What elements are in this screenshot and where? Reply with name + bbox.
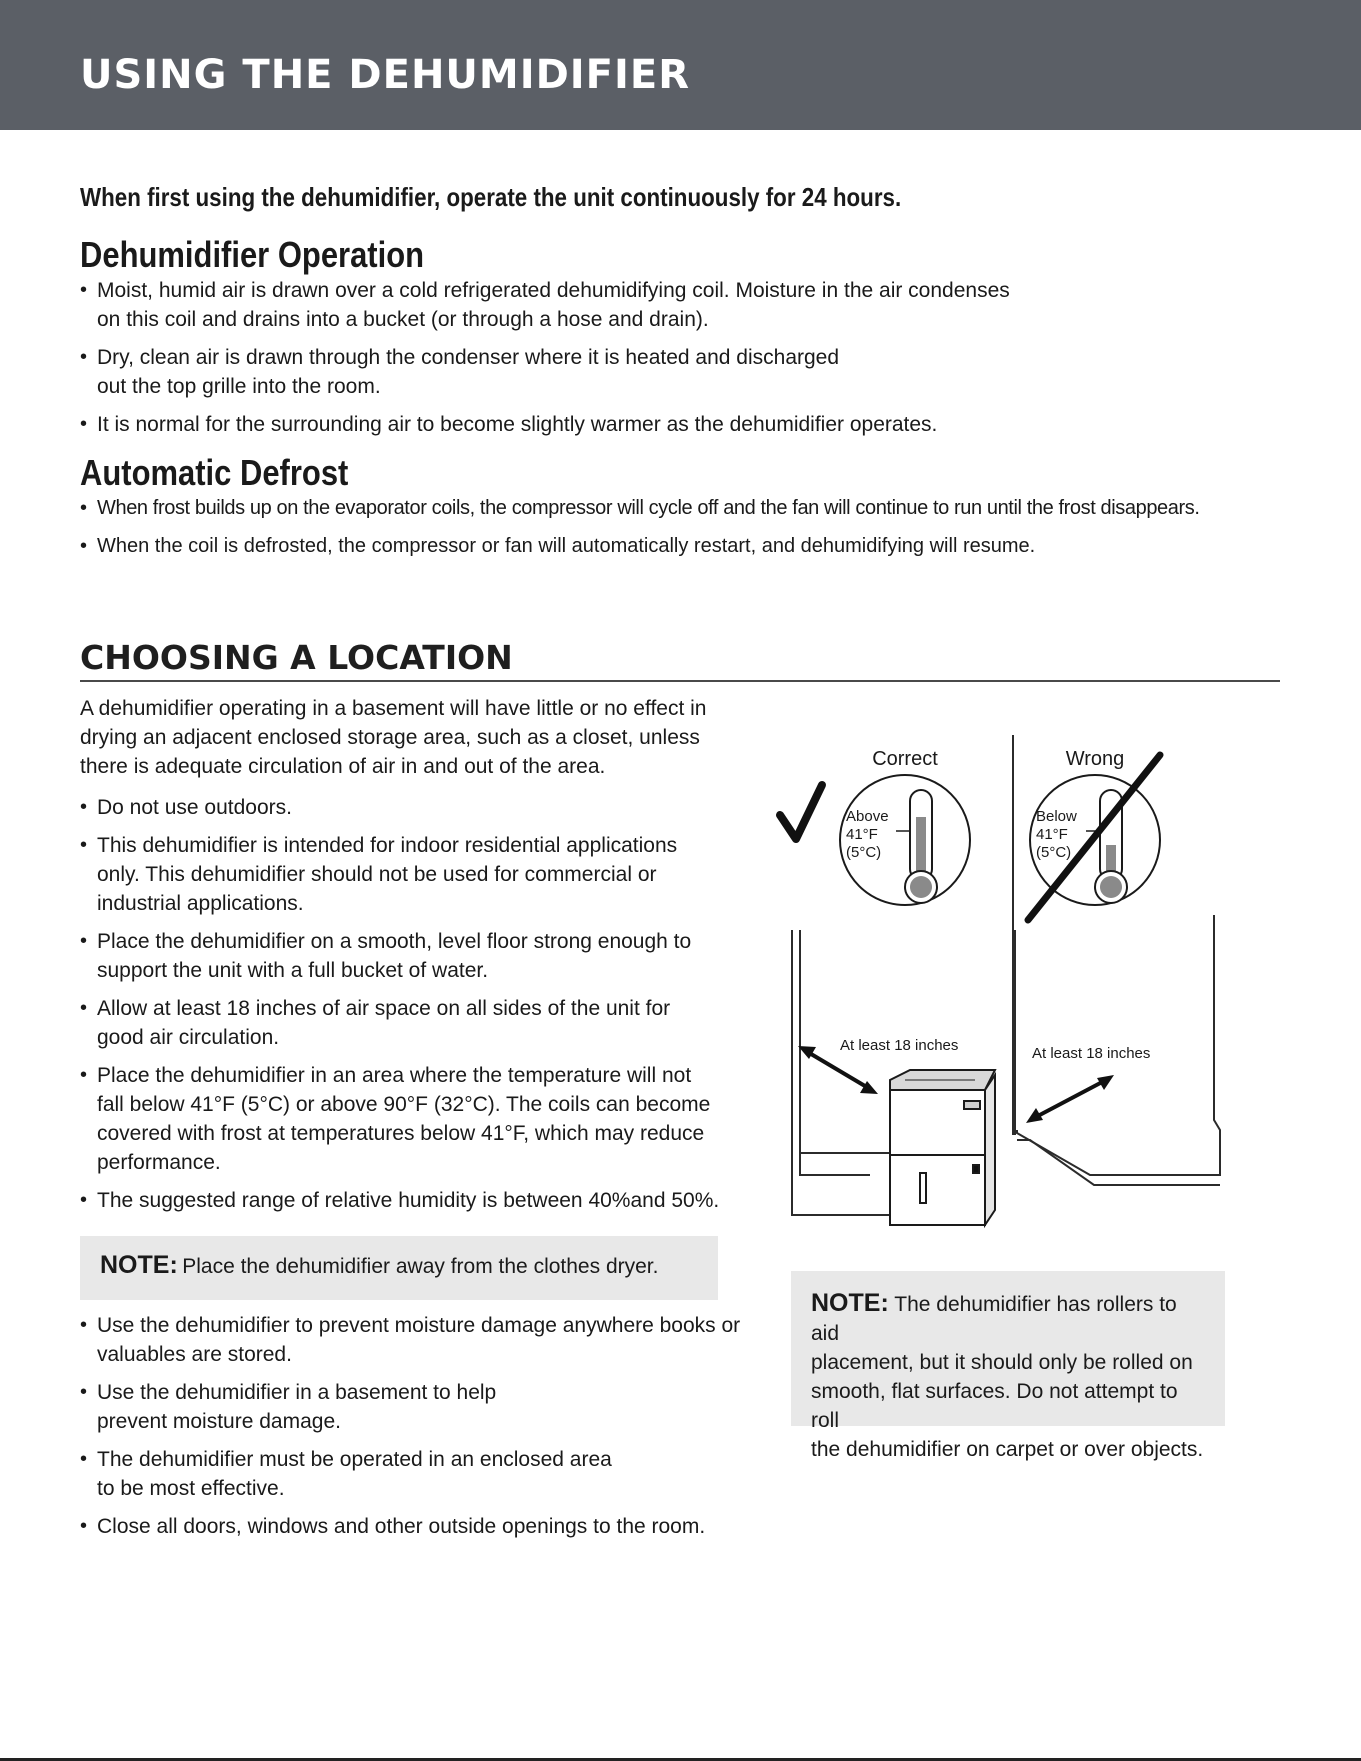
list-item-line: fall below 41°F (5°C) or above 90°F (32°C). The coils can become [97, 1093, 711, 1116]
list-item [80, 927, 760, 985]
dehumidifier-unit-icon [890, 1070, 995, 1225]
list-item-line: only. This dehumidifier should not be used for commercial or [97, 863, 657, 886]
wrong-temp-line: Below [1036, 808, 1077, 825]
location-list [80, 793, 760, 1224]
thermometer-icon [905, 790, 937, 903]
wrong-label: Wrong [1065, 748, 1125, 770]
list-item [80, 994, 760, 1052]
list-item-line: • Allow at least 18 inches of air space on all sides of the unit for [97, 997, 671, 1020]
list-item-line: industrial applications. [97, 892, 304, 915]
operation-heading-text: Dehumidifier Operation [80, 234, 425, 275]
section-divider [80, 680, 1280, 682]
note-rollers [791, 1271, 1225, 1461]
placement-illustration [760, 735, 1240, 1245]
list-item [80, 532, 1200, 561]
left-distance-label: At least 18 inches [840, 1037, 959, 1054]
wrong-temp-line: 41°F [1036, 826, 1068, 843]
operation-heading [80, 234, 480, 276]
list-item [80, 1512, 800, 1541]
double-arrow-icon [1026, 1075, 1114, 1123]
list-item-line: valuables are stored. [97, 1343, 292, 1366]
list-item-line: support the unit with a full bucket of water. [97, 959, 489, 982]
note-text: Place the dehumidifier away from the clothes dryer. [182, 1255, 659, 1278]
list-item [80, 1311, 800, 1369]
list-item-line: covered with frost at temperatures below 41°F, which may reduce [97, 1122, 705, 1145]
note-label: NOTE: [811, 1289, 889, 1317]
intro-statement [80, 182, 1035, 213]
note-line: placement, but it should only be rolled on [811, 1351, 1193, 1374]
checkmark-icon [780, 785, 822, 839]
list-item [80, 1061, 760, 1177]
correct-temp-line: 41°F [846, 826, 878, 843]
wrong-temp-line: (5°C) [1036, 844, 1072, 861]
note-line: the dehumidifier on carpet or over objects. [811, 1438, 1204, 1461]
wrong-thermometer-badge [1028, 748, 1160, 920]
correct-thermometer-badge [840, 748, 970, 905]
header-bar [0, 0, 1361, 130]
list-item-line: • This dehumidifier is intended for indoor residential applications [97, 834, 678, 857]
note-line: The dehumidifier has rollers to aid [811, 1293, 1177, 1345]
list-item [80, 410, 1010, 439]
list-item [80, 343, 1010, 401]
correct-temp-line: (5°C) [846, 844, 882, 861]
location-intro-paragraph [80, 694, 760, 781]
list-item [80, 276, 1010, 334]
list-item-line: • Use the dehumidifier to prevent moisture damage anywhere books or [97, 1314, 741, 1337]
list-item-line: • Dry, clean air is drawn through the condenser where it is heated and discharged [97, 346, 840, 369]
list-item-line: • Place the dehumidifier in an area where the temperature will not [97, 1064, 692, 1087]
list-item-line: • Place the dehumidifier on a smooth, level floor strong enough to [97, 930, 692, 953]
list-item-line: • The dehumidifier must be operated in an enclosed area [97, 1448, 612, 1471]
list-item [80, 793, 760, 822]
list-item [80, 1378, 800, 1436]
list-item [80, 494, 1200, 523]
list-item-line: • The suggested range of relative humidity is between 40%and 50%. [97, 1189, 720, 1212]
list-item-line: • Do not use outdoors. [97, 796, 292, 819]
list-item-line: performance. [97, 1151, 221, 1174]
list-item-line: • When the coil is defrosted, the compressor or fan will automatically restart, and dehumidifying will resume. [97, 535, 1036, 557]
intro-text: When first using the dehumidifier, operate the unit continuously for 24 hours. [80, 182, 902, 212]
note-line: smooth, flat surfaces. Do not attempt to roll [811, 1380, 1178, 1432]
paragraph-line: A dehumidifier operating in a basement will have little or no effect in [80, 697, 707, 720]
defrost-heading-text: Automatic Defrost [80, 452, 349, 493]
list-item-line: • It is normal for the surrounding air to become slightly warmer as the dehumidifier operates. [97, 413, 938, 436]
defrost-list [80, 494, 1200, 570]
defrost-heading [80, 452, 392, 494]
list-item [80, 1445, 800, 1503]
list-item [80, 1186, 760, 1215]
location-list-2 [80, 1311, 800, 1550]
operation-list [80, 276, 1010, 448]
list-item-line: • Moist, humid air is drawn over a cold refrigerated dehumidifying coil. Moisture in the air condenses [97, 279, 1010, 302]
location-heading: CHOOSING A LOCATION [80, 638, 513, 677]
list-item-line: to be most effective. [97, 1477, 285, 1500]
correct-label: Correct [872, 748, 938, 770]
right-distance-label: At least 18 inches [1032, 1045, 1151, 1062]
page-title: USING THE DEHUMIDIFIER [80, 52, 691, 98]
list-item-line: prevent moisture damage. [97, 1410, 341, 1433]
list-item-line: on this coil and drains into a bucket (or through a hose and drain). [97, 308, 709, 331]
list-item-line: out the top grille into the room. [97, 375, 381, 398]
note-label: NOTE: [100, 1251, 178, 1279]
note-dryer [80, 1236, 718, 1300]
list-item-line: good air circulation. [97, 1026, 280, 1049]
list-item [80, 831, 760, 918]
list-item-line: • Use the dehumidifier in a basement to help [97, 1381, 497, 1404]
correct-temp-line: Above [846, 808, 889, 825]
paragraph-line: there is adequate circulation of air in and out of the area. [80, 755, 606, 778]
list-item-line: • When frost builds up on the evaporator coils, the compressor will cycle off and the fan will continue to run until the frost disappears. [97, 497, 1200, 519]
list-item-line: • Close all doors, windows and other outside openings to the room. [97, 1515, 706, 1538]
paragraph-line: drying an adjacent enclosed storage area, such as a closet, unless [80, 726, 700, 749]
